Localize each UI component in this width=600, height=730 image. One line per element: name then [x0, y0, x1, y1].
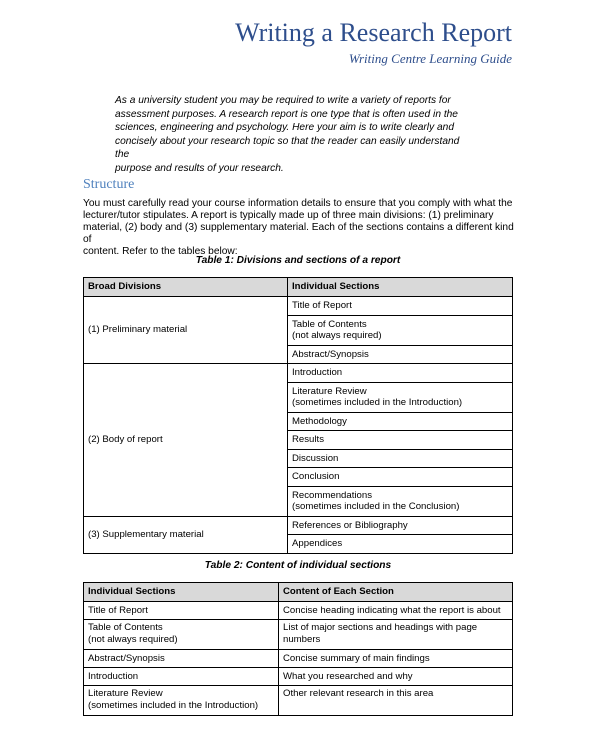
section-cell	[84, 650, 279, 668]
cell-text: Methodology	[292, 415, 347, 427]
section-cell	[288, 486, 513, 516]
cell-text: (sometimes included in the Introduction)	[292, 397, 463, 408]
document-subtitle: Writing Centre Learning Guide	[348, 51, 512, 66]
section-cell	[288, 449, 513, 468]
column-header: Broad Divisions	[84, 278, 288, 297]
section-cell	[288, 297, 513, 316]
cell-text: List of major sections and headings with page	[283, 622, 478, 633]
table-row	[84, 668, 513, 686]
table-row	[84, 620, 513, 650]
structure-heading: Structure	[83, 177, 135, 192]
table-row	[84, 650, 513, 668]
content-cell	[279, 620, 513, 650]
table-row	[84, 364, 513, 383]
section-cell	[288, 468, 513, 487]
cell-text: (sometimes included in the Conclusion)	[292, 501, 460, 512]
divisions-table	[83, 277, 513, 554]
division-cell: (1) Preliminary material	[84, 297, 288, 364]
cell-text: Introduction	[88, 670, 139, 682]
text-line: As a university student you may be required to write a variety of reports for	[115, 95, 451, 106]
cell-text: (sometimes included in the Introduction)	[88, 699, 259, 711]
section-cell	[288, 382, 513, 412]
divisions-table-body	[84, 297, 513, 554]
cell-text: Table of Contents	[292, 318, 367, 330]
cell-text: Other relevant research in this area	[283, 688, 434, 699]
content-cell	[279, 686, 513, 716]
cell-text: What you researched and why	[283, 670, 413, 682]
text-line: content. Refer to the tables below:	[83, 246, 238, 257]
column-header: Content of Each Section	[279, 583, 513, 602]
text-line: material, (2) body and (3) supplementary material. Each of the sections contains a different kind of	[83, 222, 514, 245]
column-header: Individual Sections	[288, 278, 513, 297]
cell-text: Discussion	[292, 452, 339, 464]
section-cell	[84, 668, 279, 686]
cell-text: Abstract/Synopsis	[88, 652, 165, 664]
text-line: concisely about your research topic so that the reader can easily understand the	[115, 135, 460, 160]
cell-text: Results	[292, 434, 324, 445]
column-header: Individual Sections	[84, 583, 279, 602]
text-line: lecturer/tutor stipulates. A report is typically made up of three main divisions: (1) preliminary	[83, 210, 494, 221]
cell-text: Title of Report	[88, 604, 148, 616]
cell-text: numbers	[283, 633, 321, 645]
section-cell	[288, 364, 513, 383]
cell-text: Appendices	[292, 538, 343, 549]
content-table-body	[84, 602, 513, 716]
cell-text: References or Bibliography	[292, 519, 408, 531]
section-cell	[84, 686, 279, 716]
cell-text: Literature Review	[292, 385, 367, 397]
cell-text: (not always required)	[292, 330, 382, 341]
content-cell	[279, 650, 513, 668]
cell-text: Table of Contents	[88, 622, 163, 633]
cell-text: (not always required)	[88, 633, 178, 645]
table-header-row	[84, 278, 513, 297]
section-cell	[288, 535, 513, 554]
content-cell	[279, 668, 513, 686]
table-row	[84, 297, 513, 316]
cell-text: Abstract/Synopsis	[292, 348, 369, 360]
cell-text: Recommendations	[292, 489, 372, 501]
table-header-row	[84, 583, 513, 602]
table2-caption: Table 2: Content of individual sections	[204, 560, 392, 571]
cell-text: Conclusion	[292, 471, 340, 482]
cell-text: Concise summary of main findings	[283, 652, 430, 664]
table-row	[84, 602, 513, 620]
section-cell	[84, 620, 279, 650]
cell-text: Title of Report	[292, 300, 352, 311]
text-line: assessment purposes. A research report is one type that is often used in the	[115, 108, 458, 120]
table1-caption: Table 1: Divisions and sections of a report	[195, 255, 401, 266]
cell-text: Introduction	[292, 367, 343, 378]
section-cell	[288, 315, 513, 345]
text-line: purpose and results of your research.	[115, 162, 284, 174]
content-table	[83, 582, 513, 716]
section-cell	[288, 345, 513, 364]
cell-text: Literature Review	[88, 688, 163, 699]
section-cell	[288, 516, 513, 535]
division-cell: (3) Supplementary material	[84, 516, 288, 553]
text-line: You must carefully read your course information details to ensure that you comply with what the	[83, 198, 513, 209]
section-cell	[288, 412, 513, 431]
document-title: Writing a Research Report	[235, 18, 512, 47]
table-row	[84, 686, 513, 716]
intro-paragraph	[115, 94, 475, 175]
division-cell: (2) Body of report	[84, 364, 288, 517]
text-line: sciences, engineering and psychology. Here your aim is to write clearly and	[115, 122, 454, 133]
section-cell	[288, 431, 513, 450]
structure-paragraph	[83, 198, 515, 258]
section-cell	[84, 602, 279, 620]
content-cell	[279, 602, 513, 620]
cell-text: Concise heading indicating what the report is about	[283, 604, 501, 616]
table-row	[84, 516, 513, 535]
